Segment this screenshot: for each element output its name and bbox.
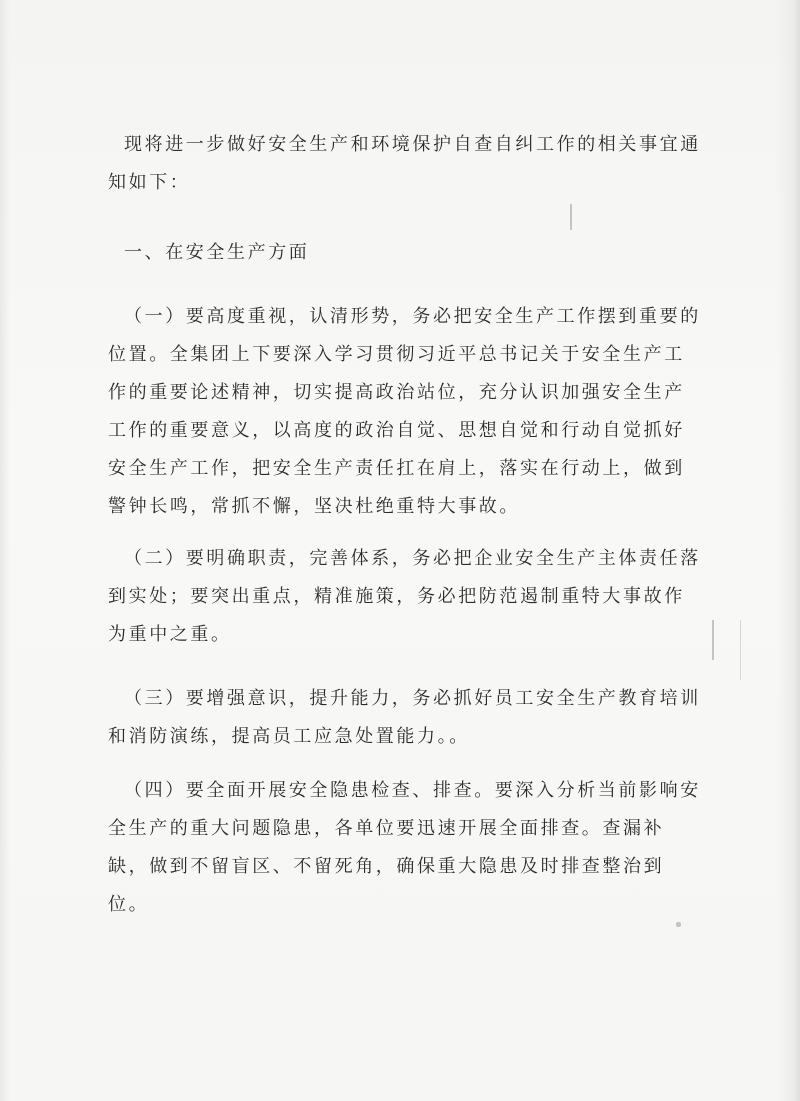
intro-paragraph: 现将进一步做好安全生产和环境保护自查自纠工作的相关事宜通知如下： — [108, 134, 701, 193]
page-right-shadow — [776, 0, 800, 1101]
paragraph-2: （二）要明确职责，完善体系，务必把企业安全生产主体责任落到实处；要突出重点，精准施策，务必把防范遏制重特大事故作为重中之重。 — [108, 548, 701, 645]
scan-mark — [712, 620, 714, 660]
section-heading: 一、在安全生产方面 — [124, 242, 310, 263]
paragraph-4: （四）要全面开展安全隐患检查、排查。要深入分析当前影响安全生产的重大问题隐患，各单位要迅速开展全面排查。查漏补缺，做到不留盲区、不留死角，确保重大隐患及时排查整治到位。 — [108, 780, 701, 915]
page-left-shadow — [0, 0, 10, 1101]
scan-mark — [740, 620, 741, 680]
paragraph-3: （三）要增强意识，提升能力，务必抓好员工安全生产教育培训和消防演练，提高员工应急处置能力。。 — [108, 688, 701, 747]
paragraph-1: （一）要高度重视，认清形势，务必把安全生产工作摆到重要的位置。全集团上下要深入学习贯彻习近平总书记关于安全生产工作的重要论述精神，切实提高政治站位，充分认识加强安全生产工作的重要意义，以高度的政治自觉、思想自觉和行动自觉抓好安全生产工作，把安全生产责任扛在肩上，落实在行动上，做到警钟长鸣，常抓不懈，坚决杜绝重特大事故。 — [108, 306, 701, 517]
scan-mark — [570, 204, 572, 230]
